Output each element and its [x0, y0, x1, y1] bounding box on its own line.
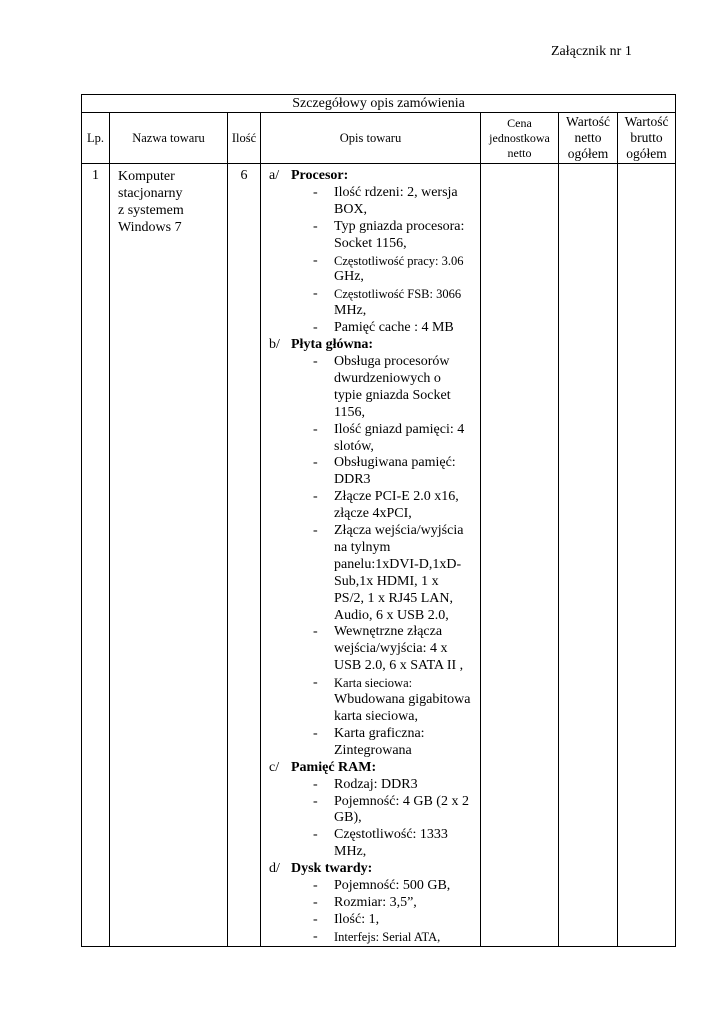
product-name-line: Komputer [118, 169, 175, 184]
list-item [313, 827, 480, 861]
item-text [334, 185, 480, 219]
item-line: Pamięć cache : 4 MB [334, 320, 454, 336]
bullet-dash: - [313, 455, 318, 471]
bullet-dash: - [313, 286, 318, 302]
item-line: BOX, [334, 201, 368, 217]
spec-section-heading [269, 337, 480, 354]
list-item [313, 286, 480, 320]
bullet-dash: - [313, 489, 318, 505]
item-text [334, 286, 480, 320]
item-line: typie gniazda Socket [334, 387, 451, 403]
item-line: USB 2.0, 6 x SATA II , [334, 658, 464, 674]
list-item [313, 489, 480, 523]
list-item [313, 675, 480, 726]
item-line: Częstotliwość pracy: 3.06 [334, 253, 464, 268]
item-text [334, 675, 480, 726]
list-item [313, 878, 480, 895]
spec-section-heading [269, 760, 480, 777]
bullet-dash: - [313, 776, 318, 792]
header-unit-price [481, 113, 559, 164]
header-net-total-line: ogółem [567, 146, 609, 161]
item-line: Obsługiwana pamięć: [334, 455, 456, 471]
list-item [313, 253, 480, 287]
item-text [334, 320, 480, 337]
header-net-total-line: netto [574, 130, 602, 145]
header-qty: Ilość [228, 113, 261, 164]
header-lp: Lp. [82, 113, 110, 164]
item-line: Ilość gniazd pamięci: 4 [334, 421, 465, 437]
item-line: Częstotliwość FSB: 3066 [334, 287, 462, 302]
spec-section-heading [269, 861, 480, 878]
bullet-dash: - [313, 184, 318, 200]
item-line: Typ gniazda procesora: [334, 218, 465, 234]
bullet-dash: - [313, 523, 318, 539]
bullet-dash: - [313, 675, 318, 691]
row-lp: 1 [82, 164, 110, 947]
list-item [313, 523, 480, 624]
item-line: wejścia/wyjścia: 4 x [334, 641, 448, 657]
item-text [334, 895, 480, 912]
item-line: Ilość rdzeni: 2, wersja [334, 184, 458, 200]
spec-item-list [269, 185, 480, 337]
bullet-dash: - [313, 827, 318, 843]
bullet-dash: - [313, 624, 318, 640]
item-line: Wewnętrzne złącza [334, 624, 443, 640]
table-row [82, 164, 676, 947]
item-line: Rodzaj: DDR3 [334, 776, 418, 792]
header-desc: Opis towaru [261, 113, 481, 164]
product-name-line: Windows 7 [118, 220, 182, 235]
list-item [313, 777, 480, 794]
item-line: 1156, [334, 404, 365, 420]
item-line: złącze 4xPCI, [334, 506, 412, 522]
bullet-dash: - [313, 793, 318, 809]
item-line: Pojemność: 4 GB (2 x 2 [334, 793, 469, 809]
item-line: Karta sieciowa: [334, 676, 413, 691]
list-item [313, 422, 480, 456]
item-text [334, 827, 480, 861]
item-text [334, 929, 480, 946]
item-line: Częstotliwość: 1333 [334, 827, 448, 843]
item-line: Sub,1x HDMI, 1 x [334, 573, 439, 589]
item-text [334, 219, 480, 253]
product-name-line: stacjonarny [118, 186, 183, 201]
item-text [334, 354, 480, 422]
section-letter: c/ [269, 759, 280, 775]
bullet-dash: - [313, 928, 318, 944]
bullet-dash: - [313, 911, 318, 927]
spec-item-list [269, 354, 480, 760]
item-line: Zintegrowana [334, 742, 412, 758]
item-text [334, 253, 480, 287]
item-line: Pojemność: 500 GB, [334, 878, 451, 894]
bullet-dash: - [313, 878, 318, 894]
item-text [334, 726, 480, 760]
bullet-dash: - [313, 320, 318, 336]
item-line: dwurdzeniowych o [334, 370, 441, 386]
item-line: Rozmiar: 3,5”, [334, 894, 417, 910]
spec-item-list [269, 777, 480, 862]
item-line: DDR3 [334, 472, 371, 488]
bullet-dash: - [313, 218, 318, 234]
section-letter: d/ [269, 861, 280, 877]
bullet-dash: - [313, 252, 318, 268]
item-line: MHz, [334, 303, 367, 319]
item-text [334, 624, 480, 675]
row-gross-total [618, 164, 676, 947]
item-text [334, 455, 480, 489]
row-net-total [559, 164, 618, 947]
header-unit-price-line: netto [507, 145, 532, 160]
item-line: MHz, [334, 844, 367, 860]
list-item [313, 219, 480, 253]
item-line: Złącze PCI-E 2.0 x16, [334, 489, 459, 505]
annex-number: Załącznik nr 1 [551, 44, 632, 59]
item-line: Interfejs: Serial ATA, [334, 929, 441, 944]
item-line: GHz, [334, 269, 364, 285]
spec-item-list [269, 878, 480, 946]
section-title: Procesor: [291, 168, 349, 183]
bullet-dash: - [313, 894, 318, 910]
row-qty: 6 [228, 164, 261, 947]
item-line: karta sieciowa, [334, 709, 418, 724]
item-text [334, 794, 480, 828]
header-unit-price-line: Cena [507, 115, 532, 130]
section-title: Dysk twardy: [291, 861, 373, 877]
header-name: Nazwa towaru [110, 113, 228, 164]
list-item [313, 794, 480, 828]
item-line: panelu:1xDVI-D,1xD- [334, 556, 462, 572]
item-text [334, 777, 480, 794]
table-title: Szczegółowy opis zamówienia [82, 95, 676, 113]
product-name-line: z systemem [118, 203, 184, 218]
item-line: Wbudowana gigabitowa [334, 692, 471, 708]
list-item [313, 929, 480, 946]
item-line: Audio, 6 x USB 2.0, [334, 607, 449, 623]
section-letter: b/ [269, 337, 280, 353]
item-text [334, 912, 480, 929]
header-net-total-line: Wartość [566, 114, 610, 129]
list-item [313, 726, 480, 760]
item-line: Obsługa procesorów [334, 353, 450, 369]
item-line: GB), [334, 810, 362, 826]
item-line: na tylnym [334, 539, 391, 555]
item-line: Ilość: 1, [334, 911, 380, 927]
row-unit-price [481, 164, 559, 947]
spec-section-heading [269, 168, 480, 185]
item-line: slotów, [334, 438, 374, 454]
section-title: Płyta główna: [291, 337, 374, 353]
row-product-name [110, 164, 228, 947]
item-line: Złącza wejścia/wyjścia [334, 523, 464, 539]
list-item [313, 895, 480, 912]
order-spec-table [81, 94, 676, 947]
header-net-total [559, 113, 618, 164]
list-item [313, 320, 480, 337]
item-text [334, 489, 480, 523]
list-item [313, 354, 480, 422]
bullet-dash: - [313, 725, 318, 741]
item-line: PS/2, 1 x RJ45 LAN, [334, 590, 454, 606]
list-item [313, 912, 480, 929]
bullet-dash: - [313, 353, 318, 369]
header-gross-total-line: brutto [630, 130, 663, 145]
bullet-dash: - [313, 421, 318, 437]
item-text [334, 523, 480, 624]
list-item [313, 185, 480, 219]
header-unit-price-line: jednostkowa [489, 130, 550, 145]
header-gross-total-line: ogółem [626, 146, 667, 161]
item-line: Socket 1156, [334, 235, 407, 251]
header-gross-total-line: Wartość [624, 114, 669, 129]
section-title: Pamięć RAM: [291, 759, 377, 775]
item-text [334, 422, 480, 456]
row-description [261, 164, 481, 947]
list-item [313, 624, 480, 675]
item-line: Karta graficzna: [334, 725, 425, 741]
header-gross-total [618, 113, 676, 164]
section-letter: a/ [269, 168, 280, 183]
list-item [313, 455, 480, 489]
item-text [334, 878, 480, 895]
